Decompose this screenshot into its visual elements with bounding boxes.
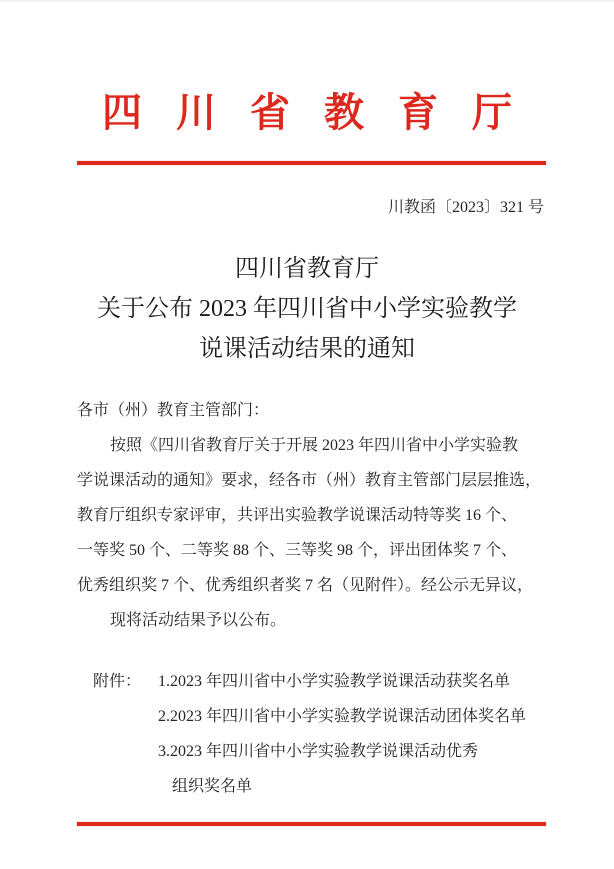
attachment-item-3-continuation: 组织奖名单 [172,778,253,795]
letterhead [0,88,614,138]
body-line-1: 按照《四川省教育厅关于开展 2023 年四川省中小学实验教 [110,437,519,454]
attachment-item-2: 2.2023 年四川省中小学实验教学说课活动团体奖名单 [158,708,527,725]
attachment-row-1 [77,664,574,699]
body-line-4: 一等奖 50 个、二等奖 88 个、三等奖 98 个，评出团体奖 7 个、 [77,542,518,559]
salutation: 各市（州）教育主管部门： [77,402,270,419]
document-body [77,393,548,638]
attachment-item-3: 3.2023 年四川省中小学实验教学说课活动优秀 [158,743,479,760]
attachment-item-1: 1.2023 年四川省中小学实验教学说课活动获奖名单 [158,673,511,690]
body-line-5: 优秀组织奖 7 个、优秀组织者奖 7 名（见附件）。经公示无异议， [77,577,534,594]
document-title-line-3: 说课活动结果的通知 [199,336,415,362]
document-number: 川教函〔2023〕321 号 [387,199,544,216]
document-title-line-2: 关于公布 2023 年四川省中小学实验教学 [97,296,517,322]
letterhead-divider-rule [77,161,546,165]
body-line-3: 教育厅组织专家评审，共评出实验教学说课活动特等奖 16 个、 [77,507,518,524]
body-line-2: 学说课活动的通知》要求，经各市（州）教育主管部门层层推选， [77,472,542,489]
attachments-block [77,664,574,804]
letterhead-title: 四川省教育厅 [102,90,546,135]
document-title-line-1: 四川省教育厅 [235,256,379,282]
document-title [0,249,614,369]
body-line-6: 现将活动结果予以公布。 [110,612,287,629]
footer-divider-rule [77,822,546,826]
attachments-label: 附件： [93,673,142,690]
